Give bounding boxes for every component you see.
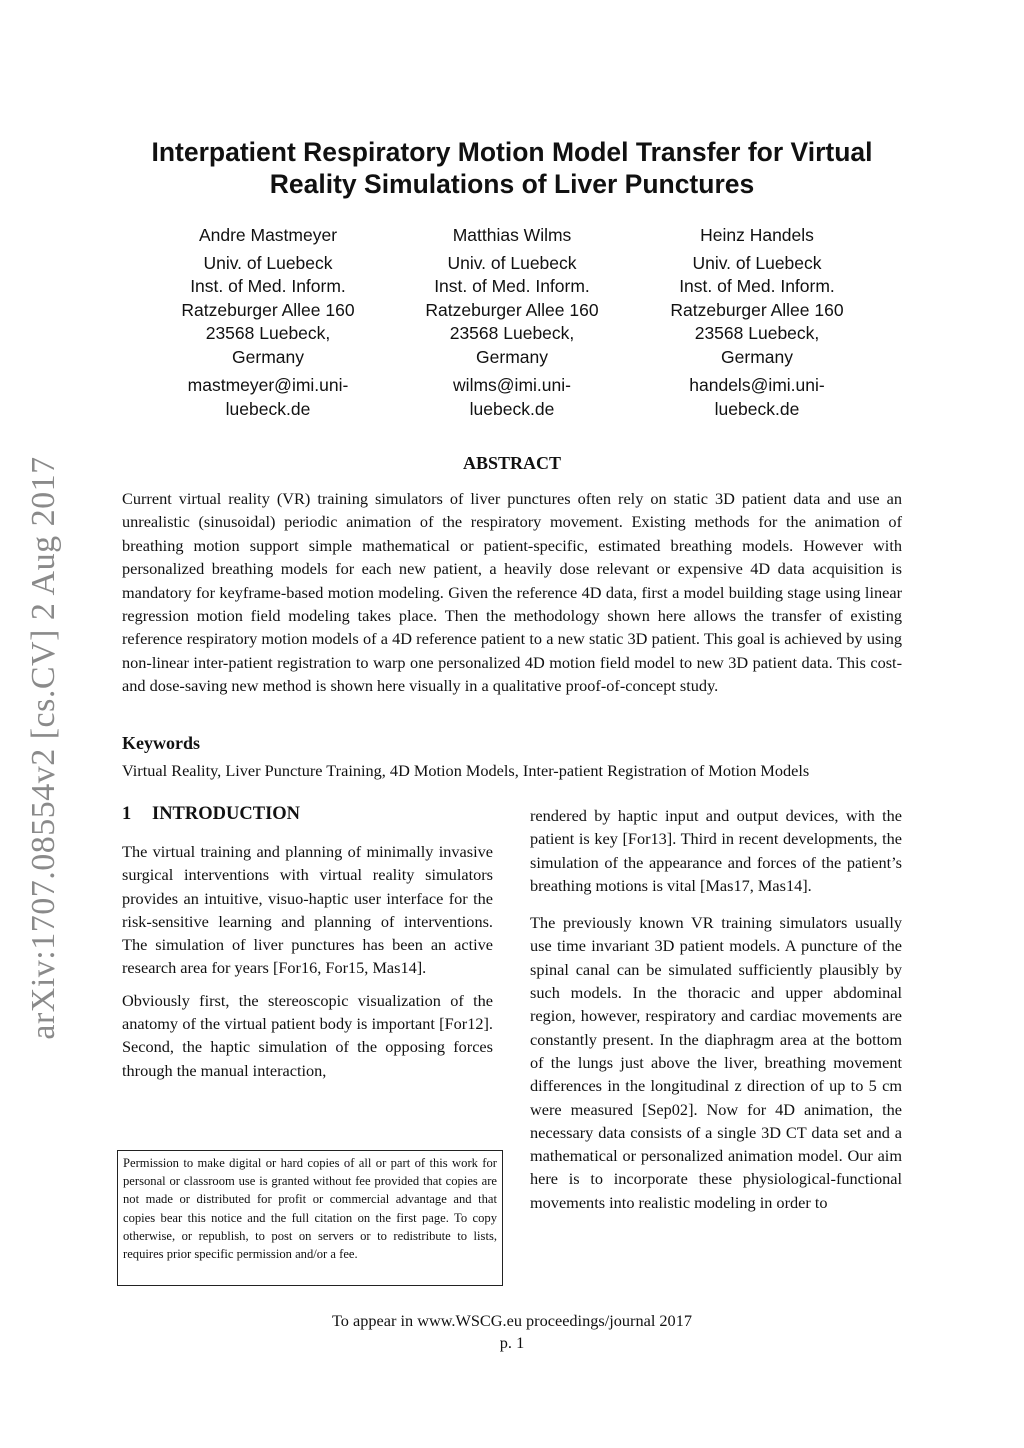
arxiv-stamp: arXiv:1707.08554v2 [cs.CV] 2 Aug 2017 (25, 456, 62, 1040)
page-footer (200, 1310, 824, 1354)
permission-notice-box (117, 1150, 503, 1286)
author-email[interactable] (387, 374, 637, 421)
author-email-line: luebeck.de (225, 398, 311, 419)
author-affiliation-line: Univ. of Luebeck (692, 252, 822, 273)
author-affiliation-line: 23568 Luebeck, (205, 323, 331, 343)
author-email-line: wilms@imi.uni- (453, 375, 571, 395)
abstract-heading: ABSTRACT (462, 453, 562, 473)
author-affiliation-line: Ratzeburger Allee 160 (425, 299, 599, 320)
author-email-line: luebeck.de (469, 398, 555, 419)
author-affiliation-line: Univ. of Luebeck (203, 252, 333, 273)
author-affiliation-line: Univ. of Luebeck (447, 252, 577, 273)
author-affiliation-line: Inst. of Med. Inform. (190, 276, 346, 296)
page-number: p. 1 (499, 1333, 525, 1352)
right-column (530, 804, 902, 1223)
section-number: 1 (122, 804, 132, 824)
author-affiliation-line: Inst. of Med. Inform. (679, 276, 835, 296)
author-affiliation-line: 23568 Luebeck, (449, 323, 575, 343)
author-email[interactable] (632, 374, 882, 421)
section-heading-introduction (122, 802, 493, 826)
paper-title (100, 136, 924, 200)
author-email-line: mastmeyer@imi.uni- (187, 375, 349, 395)
keywords-heading: Keywords (122, 733, 200, 753)
abstract-text: Current virtual reality (VR) training simulators of liver punctures often rely on static 3D patient data and use an unrealistic (sinusoidal) periodic animation of the respiratory movement. Existing methods for the animation of breathing motion support simple mathematical or patient-specific, estimated breathing models. However with personalized breathing models for each new patient, a heavily dose relevant or expensive 4D data acquisition is mandatory for keyframe-based motion modeling. Given the reference 4D data, first a model building stage using linear regression motion field modeling takes place. Then the methodology shown here allows the transfer of existing reference respiratory motion models of a 4D reference patient to a new static 3D patient. This goal is achieved by using non-linear inter-patient registration to warp one personalized 4D motion field model to new 3D patient data. This cost- and dose-saving new method is shown here visually in a qualitative proof-of-concept study. (122, 489, 902, 696)
section-title: INTRODUCTION (152, 804, 301, 824)
body-paragraph: rendered by haptic input and output devices, with the patient is key [For13]. Third in recent developments, the simulation of the appearance and forces of the patient’s breathing motions is vital [Mas17, Mas14]. (530, 806, 902, 895)
author-name: Matthias Wilms (452, 225, 572, 245)
footer-venue: To appear in www.WSCG.eu proceedings/journal 2017 (332, 1311, 692, 1330)
author-block-wilms (387, 224, 637, 421)
author-affiliation-line: Germany (476, 346, 548, 367)
body-paragraph: The previously known VR training simulators usually use time invariant 3D patient models. A puncture of the spinal canal can be simulated sufficiently plausibly by such models. In the thoracic and upper abdominal region, however, respiratory and cardiac movements are constantly present. In the diaphragm area at the bottom of the lungs just above the liver, breathing movement differences in the longitudinal z direction of up to 5 cm were measured [Sep02]. Now for 4D animation, the necessary data consists of a single 3D CT data set and a mathematical or personalized animation model. Our aim here is to incorporate these physiological-functional movements into realistic modeling in order to (530, 913, 902, 1212)
author-email-line: handels@imi.uni- (689, 375, 825, 395)
author-block-mastmeyer (143, 224, 393, 421)
author-email-line: luebeck.de (714, 398, 800, 419)
author-email[interactable] (143, 374, 393, 421)
left-column (122, 802, 493, 1091)
title-line-2: Reality Simulations of Liver Punctures (269, 169, 755, 199)
author-affiliation-line: 23568 Luebeck, (694, 323, 820, 343)
author-affiliation-line: Germany (721, 346, 793, 367)
permission-notice-text: Permission to make digital or hard copies of all or part of this work for personal or classroom use is granted without fee provided that copies are not made or distributed for profit or commercial advantage and that copies bear this notice and the full citation on the first page. To copy otherwise, or republish, to post on servers or to redistribute to lists, requires prior specific permission and/or a fee. (123, 1156, 497, 1262)
author-name: Andre Mastmeyer (198, 225, 338, 245)
author-affiliation-line: Germany (232, 346, 304, 367)
author-block-handels (632, 224, 882, 421)
title-line-1: Interpatient Respiratory Motion Model Transfer for Virtual (151, 137, 873, 167)
body-paragraph: The virtual training and planning of minimally invasive surgical interventions with virtual reality simulators provides an intuitive, visuo-haptic user interface for the risk-sensitive learning and planning of interventions. The simulation of liver punctures has been an active research area for years [For16, For15, Mas14]. (122, 842, 493, 978)
author-name: Heinz Handels (700, 225, 814, 245)
keywords-text: Virtual Reality, Liver Puncture Training, 4D Motion Models, Inter-patient Registration of Motion Models (122, 761, 810, 780)
body-paragraph: Obviously first, the stereoscopic visualization of the anatomy of the virtual patient body is important [For12]. Second, the haptic simulation of the opposing forces through the manual interaction, (122, 990, 493, 1080)
author-affiliation-line: Inst. of Med. Inform. (434, 276, 590, 296)
author-affiliation-line: Ratzeburger Allee 160 (670, 299, 844, 320)
author-affiliation-line: Ratzeburger Allee 160 (181, 299, 355, 320)
